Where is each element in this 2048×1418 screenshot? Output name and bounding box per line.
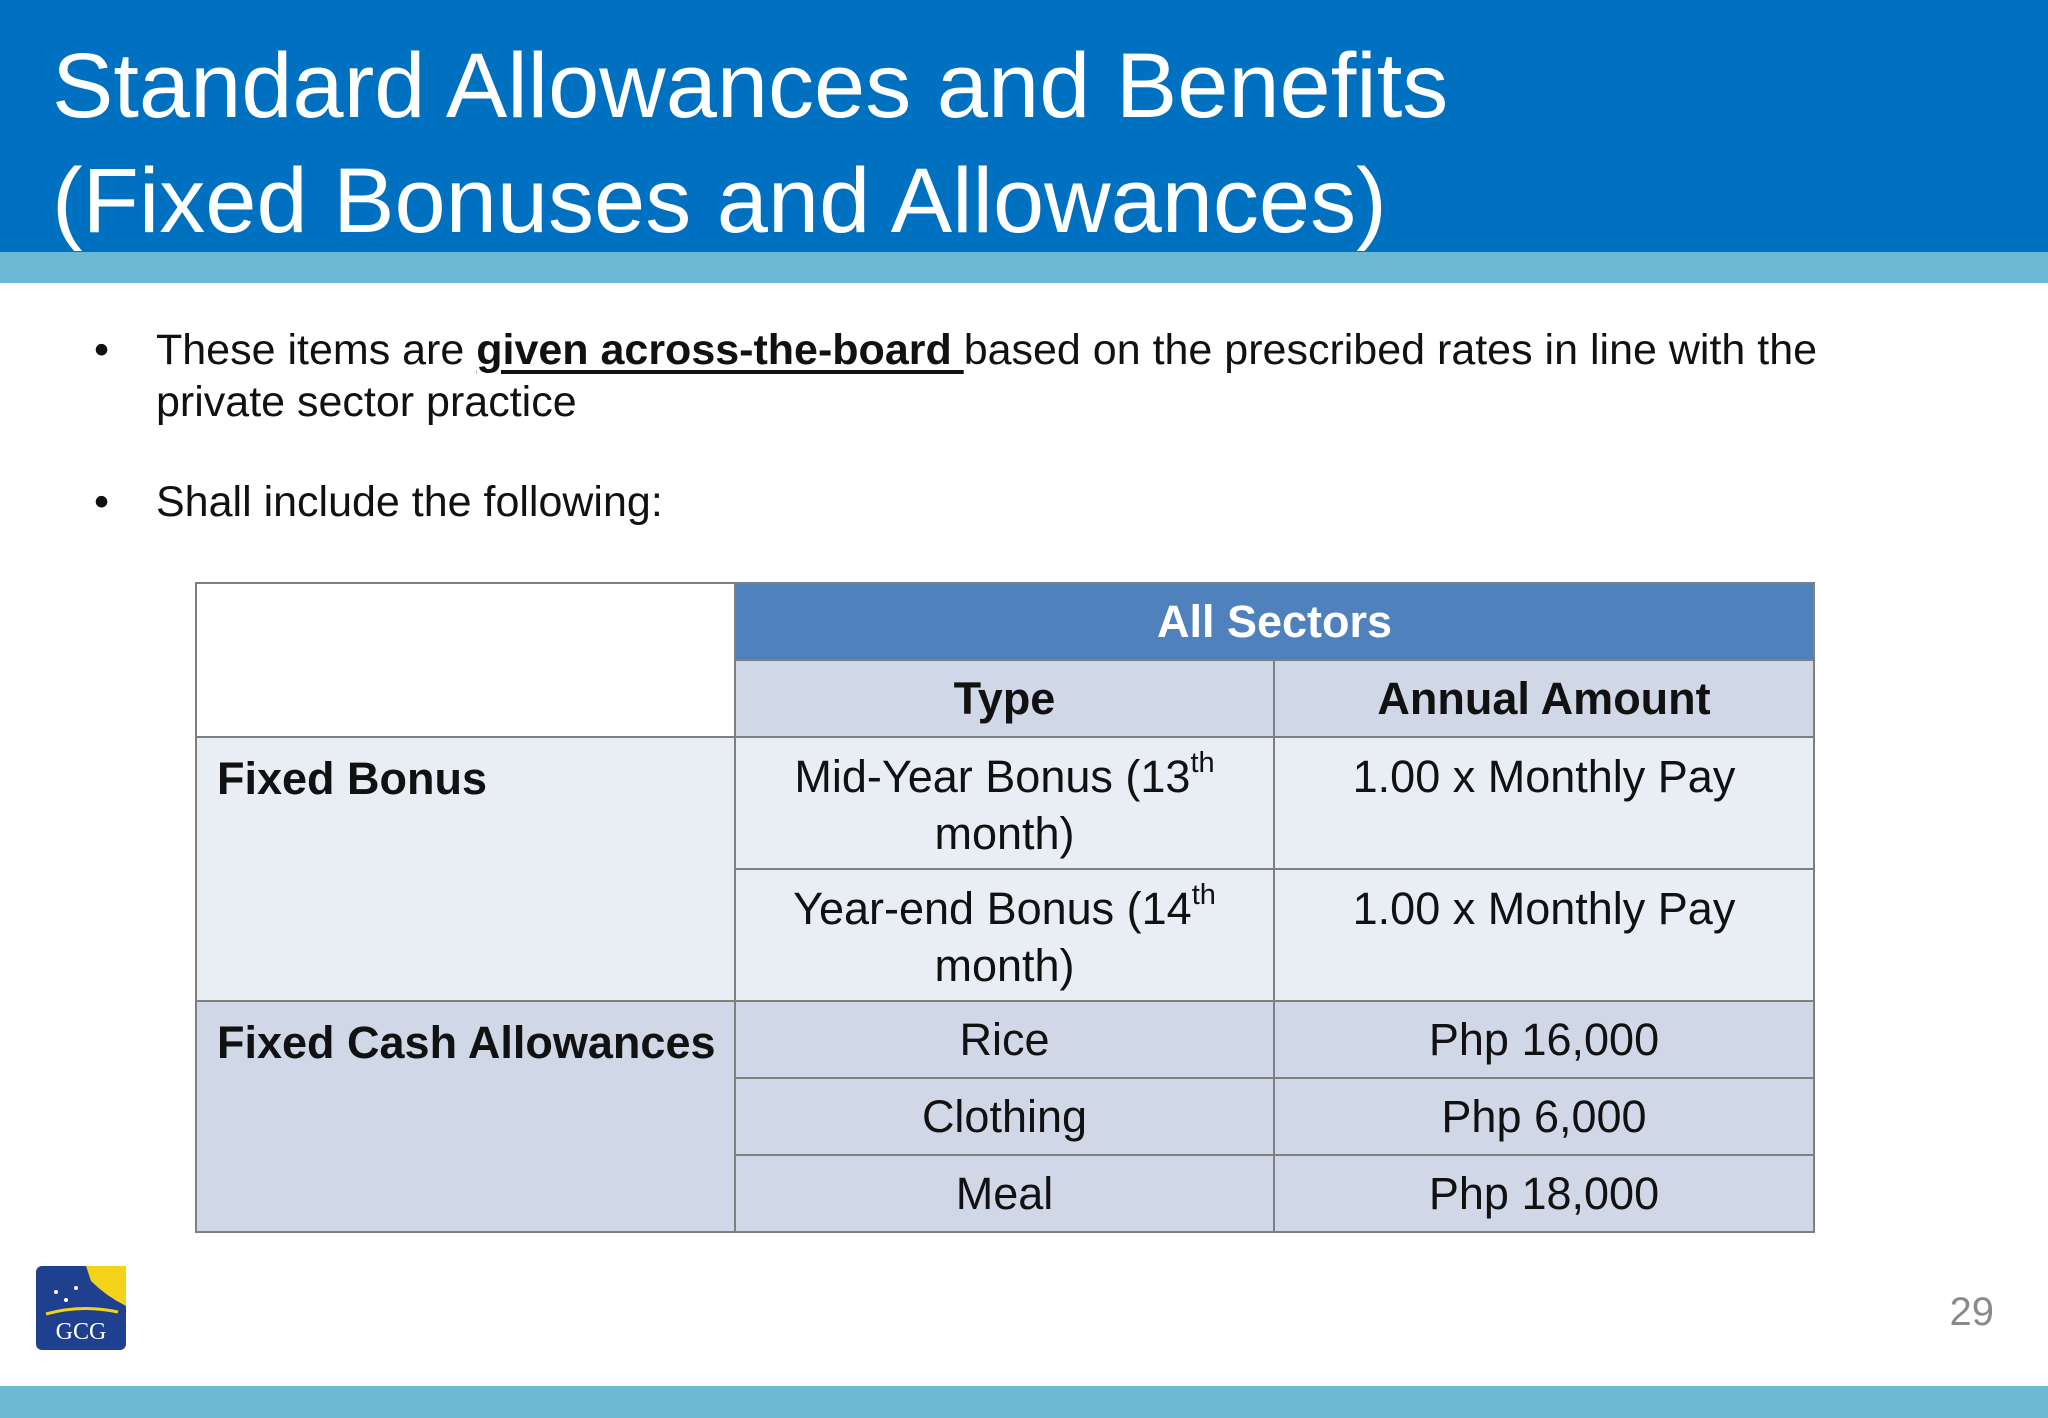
bullet-text-1 <box>156 324 1856 428</box>
type-column-header: Type <box>735 660 1274 737</box>
bonus-type-text-end: month) <box>934 808 1075 859</box>
benefits-table <box>195 582 1815 1233</box>
slide-title-line-2: (Fixed Bonuses and Allowances) <box>52 150 1387 252</box>
bullet-marker-2: • <box>94 478 110 526</box>
bonus-type-text: Year-end Bonus (14 <box>793 883 1192 934</box>
page-number: 29 <box>1949 1290 1994 1334</box>
table-corner-cell <box>196 583 735 737</box>
slide-title-line-1: Standard Allowances and Benefits <box>52 35 1449 137</box>
fixed-cash-allowances-label: Fixed Cash Allowances <box>196 1001 735 1232</box>
bonus-amount-cell: 1.00 x Monthly Pay <box>1274 737 1814 869</box>
bullet-1-post: based on the prescribed rates in line with the private sector practice <box>156 326 1818 426</box>
gcg-logo <box>36 1266 126 1350</box>
all-sectors-header: All Sectors <box>735 583 1814 660</box>
accent-bar-top <box>0 252 2048 283</box>
bullet-marker-1: • <box>94 326 110 374</box>
bonus-type-cell <box>735 737 1274 869</box>
logo-text: GCG <box>55 1319 107 1345</box>
bullet-1-emphasis: given across-the-board <box>476 326 964 374</box>
table-header-row <box>196 583 1814 660</box>
bonus-type-text-end: month) <box>934 940 1075 991</box>
bonus-type-cell <box>735 869 1274 1001</box>
allowance-type-cell: Meal <box>735 1155 1274 1232</box>
allowance-type-cell: Rice <box>735 1001 1274 1078</box>
table-row <box>196 737 1814 869</box>
title-bar <box>0 0 2048 252</box>
allowance-amount-cell: Php 6,000 <box>1274 1078 1814 1155</box>
ordinal-suffix: th <box>1190 747 1215 779</box>
allowance-type-cell: Clothing <box>735 1078 1274 1155</box>
bullet-text-2: Shall include the following: <box>156 478 663 526</box>
ordinal-suffix: th <box>1191 879 1216 911</box>
accent-bar-bottom <box>0 1386 2048 1418</box>
fixed-bonus-label: Fixed Bonus <box>196 737 735 1001</box>
allowance-amount-cell: Php 16,000 <box>1274 1001 1814 1078</box>
annual-amount-column-header: Annual Amount <box>1274 660 1814 737</box>
allowance-amount-cell: Php 18,000 <box>1274 1155 1814 1232</box>
bullet-1-pre: These items are <box>156 326 477 374</box>
table-row <box>196 1001 1814 1078</box>
bonus-type-text: Mid-Year Bonus (13 <box>794 751 1191 802</box>
bonus-amount-cell: 1.00 x Monthly Pay <box>1274 869 1814 1001</box>
